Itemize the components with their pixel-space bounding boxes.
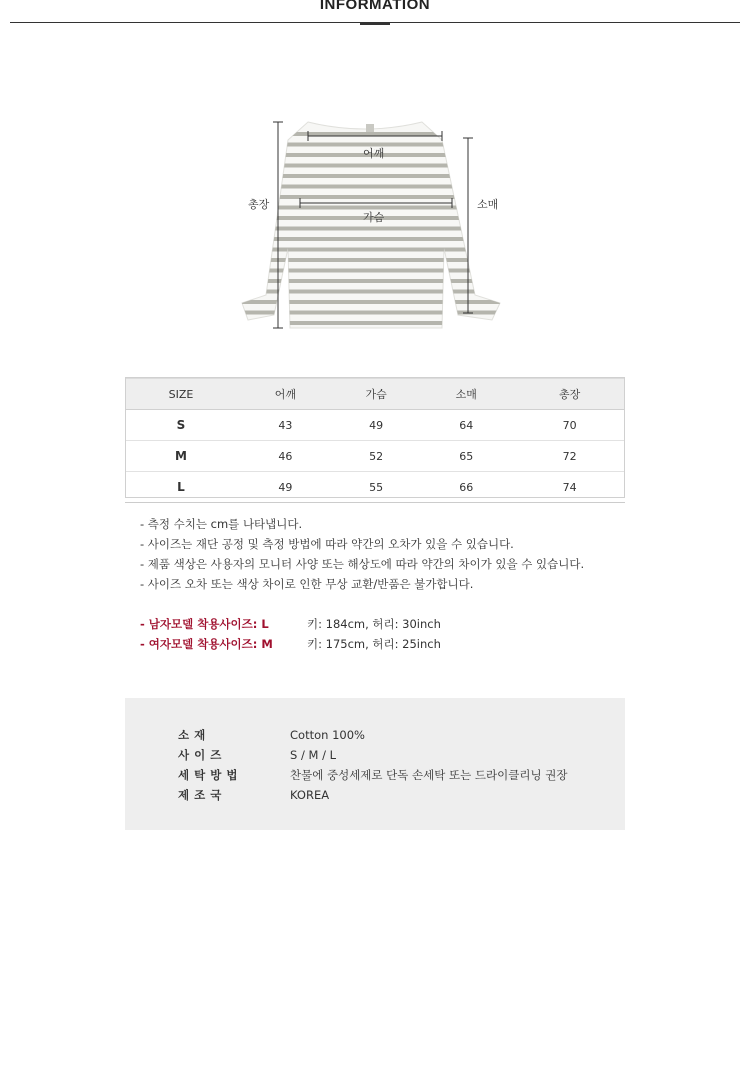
model-size-label: - 여자모델 착용사이즈: M [140,637,273,651]
spec-value: S / M / L [290,748,336,762]
stripe [230,164,530,168]
chest-cell: 52 [334,441,418,472]
chest-label: 가슴 [363,211,385,224]
stripe [230,174,530,178]
size-table [125,377,625,503]
header-shoulder: 어깨 [237,378,334,410]
measurement-diagram [230,110,530,340]
table-row [125,472,625,503]
length-cell: 72 [514,441,625,472]
shoulder-cell: 43 [237,410,334,441]
size-cell: S [125,410,237,441]
size-cell: M [125,441,237,472]
shoulder-cell: 46 [237,441,334,472]
spec-label: 제조국 [178,788,227,802]
note-line: - 사이즈 오차 또는 색상 차이로 인한 무상 교환/반품은 불가합니다. [140,577,474,591]
spec-value: Cotton 100% [290,728,365,742]
header-accent-bar [360,22,390,25]
length-label: 총장 [248,198,270,211]
length-cell: 70 [514,410,625,441]
size-notes [140,514,584,594]
header-length: 총장 [514,378,625,410]
stripe [230,248,530,252]
stripe [230,258,530,262]
product-spec-box [125,698,625,830]
stripe [230,321,530,325]
table-row [125,410,625,441]
stripe [230,185,530,189]
model-row-male [140,614,441,634]
header-chest: 가슴 [334,378,418,410]
header-sleeve: 소매 [418,378,514,410]
stripe [230,132,530,136]
note-line: - 측정 수치는 cm를 나타냅니다. [140,517,303,531]
header-size: SIZE [125,378,237,410]
stripe [230,279,530,283]
spec-row-origin [178,787,329,803]
sleeve-cell: 65 [418,441,514,472]
sleeve-cell: 66 [418,472,514,503]
spec-label: 세탁방법 [178,768,243,782]
sleeve-label: 소매 [477,198,499,211]
shirt-tag [366,124,374,132]
chest-cell: 55 [334,472,418,503]
size-table-header [125,378,625,410]
chest-cell: 49 [334,410,418,441]
section-title: INFORMATION [319,0,431,13]
stripe [230,237,530,241]
spec-row-size [178,747,336,763]
spec-row-material [178,727,365,743]
length-cell: 74 [514,472,625,503]
sleeve-cell: 64 [418,410,514,441]
stripe [230,300,530,304]
stripe [230,290,530,294]
note-line: - 사이즈는 재단 공정 및 측정 방법에 따라 약간의 오차가 있을 수 있습니다. [140,537,514,551]
model-measurements: 키: 175cm, 허리: 25inch [307,637,441,651]
spec-value: 찬물에 중성세제로 단독 손세탁 또는 드라이클리닝 권장 [290,768,568,782]
spec-row-washing [178,767,567,783]
shoulder-label: 어깨 [363,147,385,160]
model-info [140,614,441,654]
model-size-label: - 남자모델 착용사이즈: L [140,617,269,631]
section-header [10,0,740,25]
spec-label: 사이즈 [178,748,227,762]
model-measurements: 키: 184cm, 허리: 30inch [307,617,441,631]
stripe [230,269,530,273]
note-line: - 제품 색상은 사용자의 모니터 사양 또는 해상도에 따라 약간의 차이가 있을 수 있습니다. [140,557,585,571]
shoulder-cell: 49 [237,472,334,503]
table-row [125,441,625,472]
model-row-female [140,634,441,654]
spec-value: KOREA [290,788,330,802]
size-cell: L [125,472,237,503]
spec-label: 소재 [178,728,211,742]
